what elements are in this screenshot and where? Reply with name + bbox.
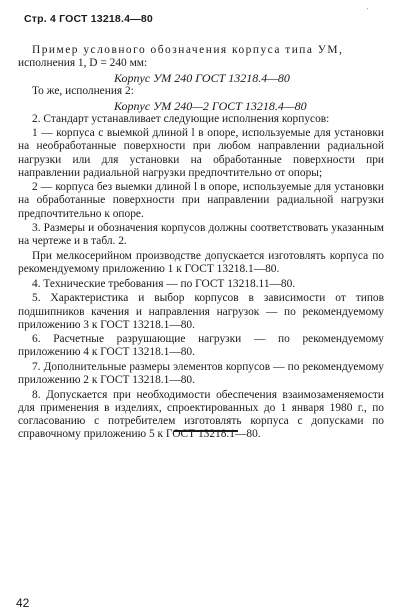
paragraph-2: 2. Стандарт устанавливает следующие исполнения корпусов: bbox=[32, 112, 330, 125]
paragraph-3: 3. Размеры и обозначения корпусов должны соответствовать указанным на чертеже и в табл. 2. bbox=[18, 222, 384, 248]
paragraph-5: 5. Характеристика и выбор корпусов в зависимости от типов подшипников качения и направления нагрузок — по рекомендуемому приложению 3 к ГОСТ 13218.1—80. bbox=[18, 292, 384, 331]
page-header: Стр. 4 ГОСТ 13218.4—80 bbox=[24, 13, 153, 25]
document-body bbox=[18, 44, 384, 443]
paragraph-4: 4. Технические требования — по ГОСТ 13218.11—80. bbox=[32, 277, 296, 290]
example-intro-line1: Пример условного обозначения корпуса типа УМ, bbox=[32, 44, 344, 56]
designation-2: Корпус УМ 240—2 ГОСТ 13218.4—80 bbox=[114, 98, 307, 113]
designation-1: Корпус УМ 240 ГОСТ 13218.4—80 bbox=[114, 70, 290, 85]
same-text: То же, исполнения 2: bbox=[32, 84, 134, 97]
page-number: 42 bbox=[16, 596, 30, 610]
example-intro bbox=[18, 44, 384, 70]
paragraph-2-item-1: 1 — корпуса с выемкой длиной l в опоре, используемые для установки на необработанные поверхности при любом направлении радиальной нагрузки или для установки на обработанные поверхности при направлении радиальной нагрузки предпочтительно от опоры; bbox=[18, 127, 384, 179]
paragraph-8: 8. Допускается при необходимости обеспечения взаимозаменяемости для применения в изделиях, спроектированных до 1 января 1980 г., по согласованию с потребителем изготовлять корпуса с допусками по справочному приложению 5 к ГОСТ 13218.1—80. bbox=[18, 388, 384, 441]
paragraph-6: 6. Расчетные разрушающие нагрузки — по рекомендуемому приложению 4 к ГОСТ 13218.1—80. bbox=[18, 333, 384, 359]
example-intro-line2: исполнения 1, D = 240 мм: bbox=[18, 57, 148, 70]
corner-mark: ´ bbox=[366, 7, 369, 16]
paragraph-7: 7. Дополнительные размеры элементов корпусов — по рекомендуемому приложению 2 к ГОСТ 13218.1—80. bbox=[18, 361, 384, 387]
end-divider bbox=[174, 430, 238, 432]
paragraph-2-item-2: 2 — корпуса без выемки длиной l в опоре, используемые для установки на обработанные поверхности при направлении радиальной нагрузки предпочтительно к опоре. bbox=[18, 181, 384, 220]
paragraph-3-note: При мелкосерийном производстве допускается изготовлять корпуса по рекомендуемому приложению 1 к ГОСТ 13218.1—80. bbox=[18, 249, 384, 276]
